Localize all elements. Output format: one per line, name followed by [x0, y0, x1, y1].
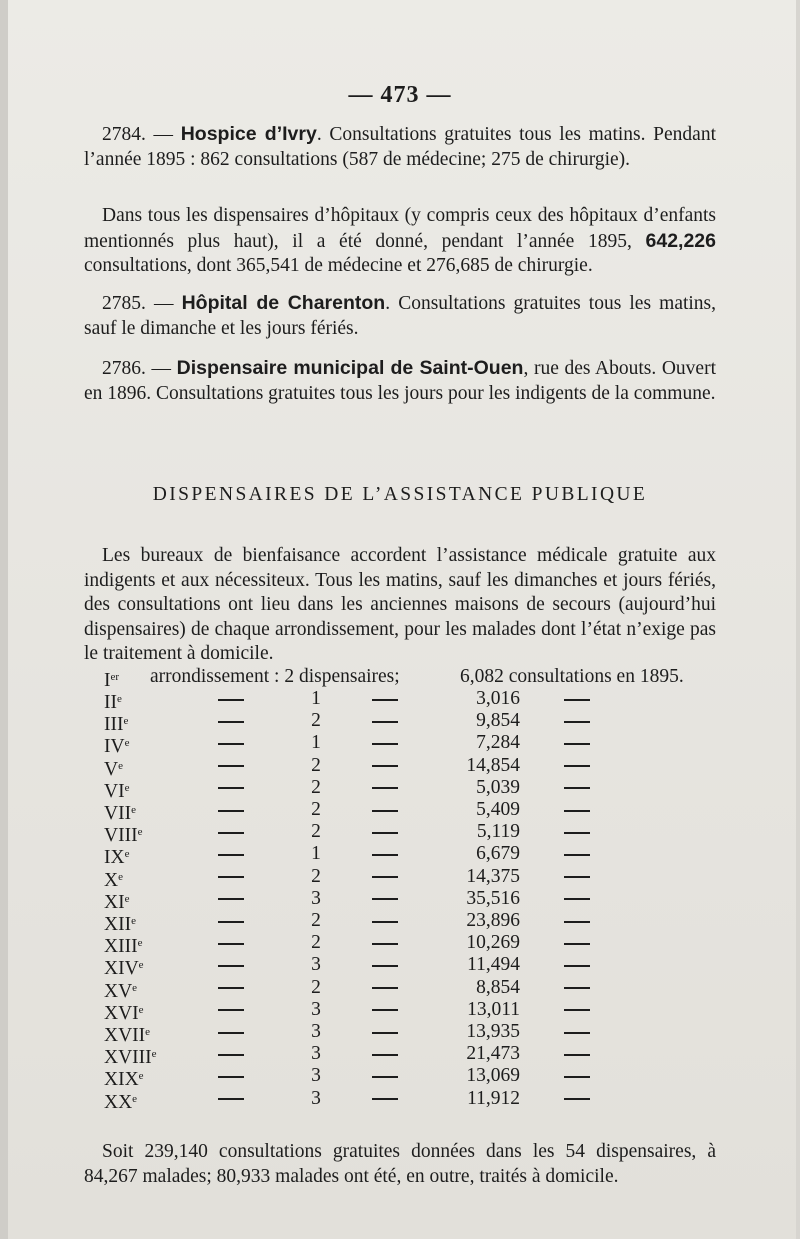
dispensaires-count: 2 [311, 776, 321, 798]
table-row [0, 1065, 800, 1091]
row-label: Ve [104, 758, 123, 780]
ditto-mark [558, 977, 596, 999]
table-row-first [0, 666, 800, 691]
ditto-mark [558, 1088, 596, 1110]
row-label: VIe [104, 780, 130, 802]
dispensaires-count: 3 [311, 998, 321, 1020]
consultations-count: 13,069 [466, 1065, 520, 1087]
table-row [0, 932, 800, 958]
dispensaires-count: 3 [311, 1087, 321, 1109]
dispensaires-count: 1 [311, 843, 321, 865]
table-row [0, 1043, 800, 1069]
consultations-count: 6,679 [476, 843, 520, 865]
ditto-mark [558, 777, 596, 799]
entry-2786-number: 2786. — [102, 358, 171, 379]
table-row [0, 954, 800, 980]
dispensaires-count: 2 [311, 710, 321, 732]
ditto-mark [212, 954, 250, 976]
summary-total: 642,226 [645, 229, 716, 252]
dispensaires-count: 2 [311, 932, 321, 954]
entry-2784-name: Hospice d’Ivry [180, 123, 317, 145]
entry-2786-text: , rue des Abouts. Ouvert en 1896. Consultations gratuites tous les jours pour les indigents de la commune. [84, 358, 716, 404]
row-label: XIe [104, 891, 130, 913]
row-label: VIIIe [104, 825, 143, 847]
first-row-text: arrondissement : 2 dispensaires; [150, 666, 400, 687]
ditto-mark [212, 732, 250, 754]
ditto-mark [366, 999, 404, 1021]
dispensaires-count: 3 [311, 1043, 321, 1065]
consultations-count: 14,854 [466, 754, 520, 776]
ditto-mark [366, 732, 404, 754]
dispensaires-count: 2 [311, 754, 321, 776]
dispensaires-count: 3 [311, 887, 321, 909]
dispensaires-count: 3 [311, 1021, 321, 1042]
consultations-count: 5,119 [476, 821, 520, 843]
ditto-mark [212, 999, 250, 1021]
row-label: XIIe [104, 914, 136, 935]
ditto-mark [366, 710, 404, 732]
summary-text-after: consultations, dont 365,541 de médecine et 276,685 de chirurgie. [84, 255, 593, 276]
table-row [0, 865, 800, 891]
dispensaires-count: 2 [311, 865, 321, 887]
ditto-mark [558, 866, 596, 888]
ditto-mark [558, 843, 596, 865]
consultations-count: 7,284 [476, 732, 520, 754]
ditto-mark [558, 688, 596, 710]
consultations-count: 10,269 [466, 932, 520, 954]
dispensaires-count: 2 [311, 821, 321, 843]
row-label: XIXe [104, 1069, 144, 1091]
ditto-mark [558, 932, 596, 954]
dispensaires-count: 2 [311, 799, 321, 820]
consultations-count: 5,409 [476, 799, 520, 820]
ditto-mark [366, 843, 404, 865]
page-number: — 473 — [348, 82, 452, 108]
row-label: IVe [104, 736, 130, 758]
ditto-mark [558, 1065, 596, 1087]
row-label: XVIe [104, 1002, 144, 1024]
entry-2784-number: 2784. — [102, 124, 174, 145]
table-row [0, 688, 800, 713]
ditto-mark [212, 755, 250, 777]
ditto-mark [212, 1043, 250, 1065]
ditto-mark [558, 755, 596, 777]
ditto-mark [558, 954, 596, 976]
dispensaires-count: 3 [311, 1065, 321, 1087]
ditto-mark [212, 910, 250, 932]
ditto-mark [366, 799, 404, 821]
entry-2784 [84, 122, 716, 172]
row-label: XVe [104, 980, 138, 1002]
ditto-mark [212, 843, 250, 865]
row-label: XIVe [104, 958, 144, 980]
first-row-consultations: 6,082 consultations en 1895. [460, 666, 684, 687]
entry-2786-name: Dispensaire municipal de Saint-Ouen [176, 357, 524, 379]
table-row [0, 843, 800, 869]
entry-2785-text: . Consultations gratuites tous les matins, sauf le dimanche et les jours fériés. [84, 293, 717, 339]
table-row [0, 821, 800, 847]
table-row [0, 976, 800, 1002]
row-label: IXe [104, 847, 130, 869]
row-label: Ier [104, 670, 120, 691]
dispensaires-count: 3 [311, 954, 321, 976]
consultations-count: 35,516 [466, 887, 520, 909]
consultations-count: 11,912 [467, 1087, 520, 1109]
table-row [0, 776, 800, 802]
table-row [0, 910, 800, 935]
consultations-count: 23,896 [466, 910, 520, 931]
row-label: IIIe [104, 714, 129, 736]
consultations-count: 13,935 [466, 1021, 520, 1042]
intro-paragraph: Les bureaux de bienfaisance accordent l’assistance médicale gratuite aux indigents et aux nécessiteux. Tous les matins, sauf les dimanches et jours fériés, des consultations ont lieu dans les anciennes maisons de secours (aujourd’hui dispensaires) de chaque arrondissement, pour les malades dont l’état n’exige pas le traitement à domicile. [84, 545, 716, 664]
ditto-mark [558, 888, 596, 910]
entry-2784-text: . Consultations gratuites tous les matins. Pendant l’année 1895 : 862 consultations (587 de médecine; 275 de chirurgie). [84, 124, 716, 170]
ditto-mark [366, 932, 404, 954]
row-label: XVIIe [104, 1025, 151, 1046]
table-row [0, 754, 800, 780]
table-row [0, 732, 800, 758]
ditto-mark [366, 954, 404, 976]
ditto-mark [212, 710, 250, 732]
ditto-mark [212, 777, 250, 799]
row-label: Xe [104, 869, 123, 891]
row-label: VIIe [104, 803, 136, 824]
ditto-mark [558, 999, 596, 1021]
section-title: DISPENSAIRES DE L’ASSISTANCE PUBLIQUE [152, 484, 648, 505]
ditto-mark [366, 1021, 404, 1043]
table-row [0, 998, 800, 1024]
ditto-mark [366, 777, 404, 799]
ditto-mark [366, 888, 404, 910]
ditto-mark [558, 710, 596, 732]
arrondissement-table [0, 666, 800, 1126]
ditto-mark [212, 932, 250, 954]
ditto-mark [558, 910, 596, 932]
ditto-mark [212, 799, 250, 821]
entry-2785-name: Hôpital de Charenton [181, 292, 386, 314]
ditto-mark [558, 1043, 596, 1065]
summary-text-before: Dans tous les dispensaires d’hôpitaux (y compris ceux des hôpitaux d’enfants mentionnés plus haut), il a été donné, pendant l’année 1895, [84, 205, 716, 252]
ditto-mark [366, 821, 404, 843]
table-row [0, 1021, 800, 1046]
row-label: XXe [104, 1091, 138, 1113]
dispensaires-count: 2 [311, 976, 321, 998]
row-label: IIe [104, 692, 122, 713]
ditto-mark [212, 821, 250, 843]
entry-2785 [84, 291, 716, 341]
consultations-count: 3,016 [476, 688, 520, 709]
conclusion-paragraph: Soit 239,140 consultations gratuites données dans les 54 dispensaires, à 84,267 malades; 80,933 malades ont été, en outre, traités à domicile. [84, 1141, 716, 1187]
consultations-count: 5,039 [476, 776, 520, 798]
consultations-count: 9,854 [476, 710, 520, 732]
dispensaires-count: 1 [311, 732, 321, 754]
ditto-mark [558, 1021, 596, 1043]
consultations-count: 13,011 [467, 998, 520, 1020]
ditto-mark [212, 1088, 250, 1110]
ditto-mark [212, 866, 250, 888]
ditto-mark [366, 1088, 404, 1110]
dispensaires-count: 2 [311, 910, 321, 931]
table-row [0, 1087, 800, 1113]
table-row [0, 887, 800, 913]
ditto-mark [212, 688, 250, 710]
ditto-mark [366, 755, 404, 777]
consultations-count: 21,473 [466, 1043, 520, 1065]
consultations-count: 14,375 [466, 865, 520, 887]
entry-2785-number: 2785. — [102, 293, 174, 314]
ditto-mark [212, 977, 250, 999]
ditto-mark [366, 977, 404, 999]
ditto-mark [366, 866, 404, 888]
ditto-mark [212, 1021, 250, 1043]
ditto-mark [212, 888, 250, 910]
ditto-mark [366, 688, 404, 710]
ditto-mark [212, 1065, 250, 1087]
consultations-count: 8,854 [476, 976, 520, 998]
ditto-mark [558, 821, 596, 843]
ditto-mark [366, 910, 404, 932]
ditto-mark [366, 1043, 404, 1065]
ditto-mark [558, 799, 596, 821]
row-label: XIIIe [104, 936, 143, 958]
consultations-count: 11,494 [467, 954, 520, 976]
ditto-mark [366, 1065, 404, 1087]
hospital-summary [84, 204, 716, 279]
dispensaires-count: 1 [311, 688, 321, 709]
entry-2786 [84, 356, 716, 406]
ditto-mark [558, 732, 596, 754]
row-label: XVIIIe [104, 1047, 157, 1069]
table-row [0, 710, 800, 736]
table-row [0, 799, 800, 824]
